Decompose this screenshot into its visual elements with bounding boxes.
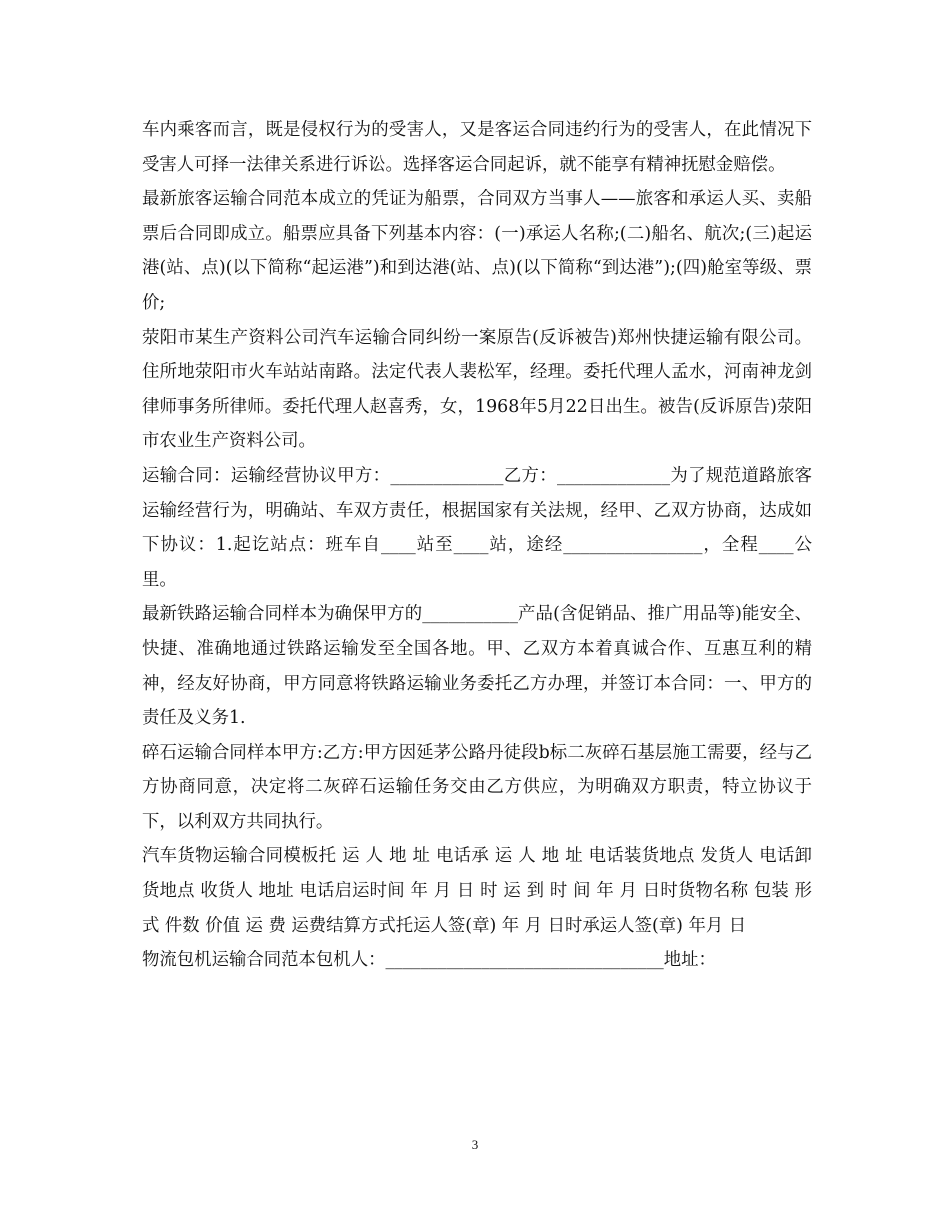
paragraph-transport-operation-agreement: 运输合同：运输经营协议甲方：_____________乙方：_____________为了规范道路旅客运输经营行为，明确站、车双方责任，根据国家有关法规，经甲、乙双方协商，达成如下协议：1.起讫站点：班车自____站至____站，途经________________，全程____公里。 bbox=[142, 465, 812, 590]
paragraph-passenger-claim: 车内乘客而言，既是侵权行为的受害人，又是客运合同违约行为的受害人，在此情况下受害人可择一法律关系进行诉讼。选择客运合同起诉，就不能享有精神抚慰金赔偿。 bbox=[142, 120, 812, 175]
paragraph-ship-ticket-contract: 最新旅客运输合同范本成立的凭证为船票，合同双方当事人——旅客和承运人买、卖船票后合同即成立。船票应具备下列基本内容：(一)承运人名称;(二)船名、航次;(三)起运港(站、点)(以下简称“起运港”)和到达港(站、点)(以下简称“到达港”);(四)舱室等级、票价; bbox=[142, 189, 812, 313]
paragraph-truck-cargo-contract: 汽车货物运输合同模板托 运 人 地 址 电话承 运 人 地 址 电话装货地点 发货人 电话卸货地点 收货人 地址 电话启运时间 年 月 日 时 运 到 时 间 年 月 日时货物名称 包装 形 式 件数 价值 运 费 运费结算方式托运人签(章) 年 月 日时承运人签(章) 年月 日 bbox=[142, 846, 818, 936]
paragraph-xingyang-case: 荥阳市某生产资料公司汽车运输合同纠纷一案原告(反诉被告)郑州快捷运输有限公司。住所地荥阳市火车站站南路。法定代表人裴松军，经理。委托代理人孟水，河南神龙剑律师事务所律师。委托代理人赵喜秀，女，1968年5月22日出生。被告(反诉原告)荥阳市农业生产资料公司。 bbox=[142, 327, 812, 452]
paragraph-charter-flight-contract: 物流包机运输合同范本包机人：________________________________地址： bbox=[142, 950, 716, 971]
page-number: 3 bbox=[471, 1137, 479, 1152]
document-body bbox=[142, 113, 818, 978]
paragraph-gravel-contract: 碎石运输合同样本甲方:乙方:甲方因延茅公路丹徒段b标二灰碎石基层施工需要，经与乙方协商同意，决定将二灰碎石运输任务交由乙方供应，为明确双方职责，特立协议于下，以利双方共同执行。 bbox=[142, 742, 812, 832]
paragraph-railway-contract: 最新铁路运输合同样本为确保甲方的___________产品(含促销品、推广用品等)能安全、快捷、准确地通过铁路运输发至全国各地。甲、乙双方本着真诚合作、互惠互利的精神，经友好协商，甲方同意将铁路运输业务委托乙方办理，并签订本合同：一、甲方的责任及义务1. bbox=[142, 604, 812, 729]
